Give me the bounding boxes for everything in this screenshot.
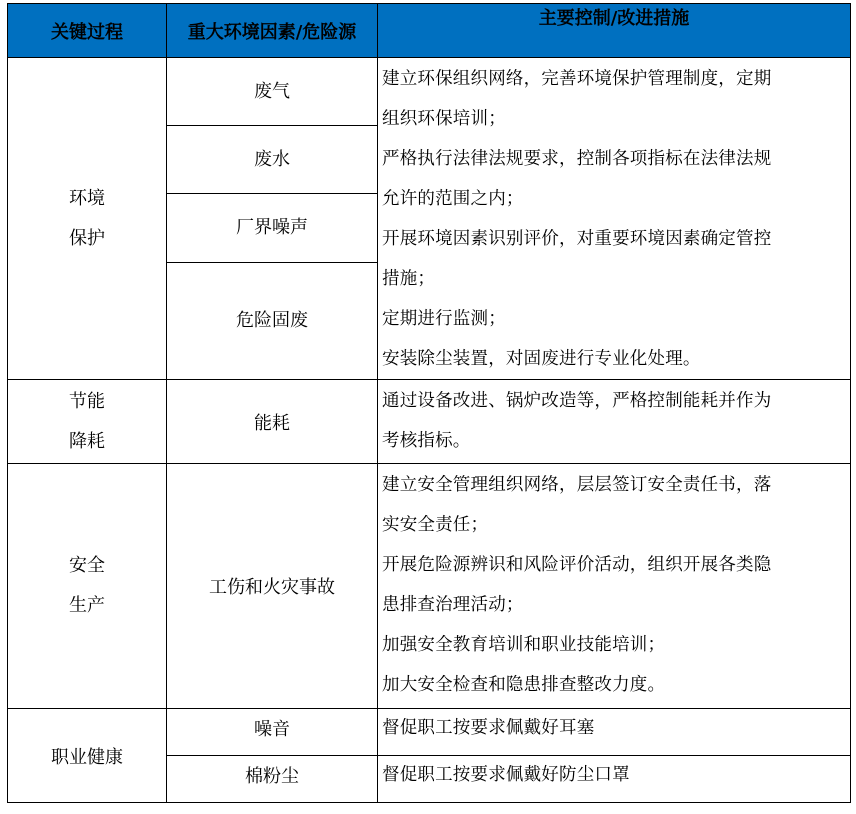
measure-line: 加大安全检查和隐患排查整改力度。 xyxy=(382,675,666,695)
measure-line: 严格执行法律法规要求，控制各项指标在法律法规 xyxy=(382,149,772,169)
process-env-line: 保护 xyxy=(69,227,105,249)
hazard-cell xyxy=(167,709,378,756)
header-key-process: 关键过程 xyxy=(8,4,167,58)
table-row xyxy=(8,58,851,126)
table-row xyxy=(8,380,851,464)
process-env-line: 环境 xyxy=(69,187,105,209)
measures-health xyxy=(378,756,851,803)
hazard-label: 能耗 xyxy=(254,412,290,434)
process-energy-line: 节能 xyxy=(69,390,105,412)
measure-line: 组织环保培训； xyxy=(382,109,506,129)
table-row xyxy=(8,464,851,709)
measures-env xyxy=(378,58,851,380)
header-measures: 主要控制/改进措施 xyxy=(378,4,851,58)
measures-health xyxy=(378,709,851,756)
measure-line: 允许的范围之内； xyxy=(382,189,524,209)
header-hazard: 重大环境因素/危险源 xyxy=(167,4,378,58)
measures-energy xyxy=(378,380,851,464)
hazard-label: 厂界噪声 xyxy=(236,217,308,238)
measure-line: 开展环境因素识别评价，对重要环境因素确定管控 xyxy=(382,229,772,249)
measure-line: 患排查治理活动； xyxy=(382,595,524,615)
hazard-cell xyxy=(167,380,378,464)
process-env xyxy=(8,58,167,380)
hazard-cell xyxy=(167,58,378,126)
table-row xyxy=(8,709,851,756)
process-energy-line: 降耗 xyxy=(69,430,105,452)
hazard-cell xyxy=(167,194,378,263)
measure-line: 通过设备改进、锅炉改造等，严格控制能耗并作为 xyxy=(382,391,772,411)
process-energy xyxy=(8,380,167,464)
hazard-cell xyxy=(167,263,378,380)
hazard-label: 废水 xyxy=(254,148,290,170)
hazard-label: 废气 xyxy=(254,80,290,102)
measure-line: 建立环保组织网络，完善环境保护管理制度，定期 xyxy=(382,69,772,89)
measure-line: 开展危险源辨识和风险评价活动，组织开展各类隐 xyxy=(382,555,772,575)
measure-line: 督促职工按要求佩戴好耳塞 xyxy=(382,718,595,738)
hazard-cell xyxy=(167,126,378,194)
measure-line: 实安全责任； xyxy=(382,515,489,535)
process-health: 职业健康 xyxy=(8,709,167,803)
process-safety-line: 安全 xyxy=(69,555,105,576)
measure-line: 定期进行监测； xyxy=(382,309,506,329)
measure-line: 督促职工按要求佩戴好防尘口罩 xyxy=(382,765,630,785)
measure-line: 加强安全教育培训和职业技能培训； xyxy=(382,635,666,655)
process-safety-line: 生产 xyxy=(69,595,105,616)
measures-safety xyxy=(378,464,851,709)
hazard-label: 危险固废 xyxy=(236,310,308,331)
table-header-row xyxy=(8,4,851,58)
environment-safety-table xyxy=(7,3,851,803)
measure-line: 建立安全管理组织网络，层层签订安全责任书，落 xyxy=(382,475,772,495)
measure-line: 安装除尘装置，对固废进行专业化处理。 xyxy=(382,349,701,369)
hazard-label: 棉粉尘 xyxy=(245,766,299,787)
hazard-cell xyxy=(167,464,378,709)
hazard-label: 工伤和火灾事故 xyxy=(209,577,335,598)
measure-line: 考核指标。 xyxy=(382,431,471,451)
measure-line: 措施； xyxy=(382,269,436,289)
hazard-label: 噪音 xyxy=(254,719,290,740)
process-safety xyxy=(8,464,167,709)
hazard-cell xyxy=(167,756,378,803)
